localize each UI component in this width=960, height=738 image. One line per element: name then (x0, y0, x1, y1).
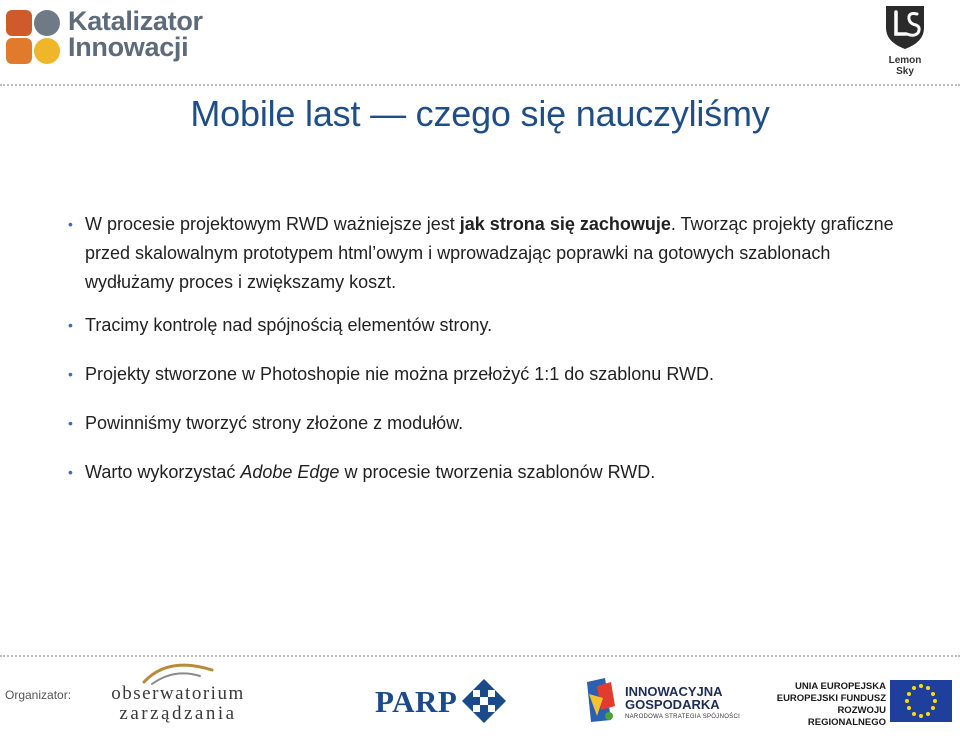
innowacyjna-line1: INNOWACYJNA (625, 684, 723, 699)
list-item: • Tracimy kontrolę nad spójnością elementów strony. (66, 311, 896, 340)
eu-line2: EUROPEJSKI FUNDUSZ (776, 693, 886, 704)
list-item: • Powinniśmy tworzyć strony złożone z modułów. (66, 409, 896, 438)
footer (0, 658, 960, 738)
katalizator-line1: Katalizator (68, 6, 203, 36)
footer-divider (0, 655, 960, 657)
parp-logo (375, 678, 515, 724)
lemon-sky-logo-icon (880, 2, 930, 50)
parp-text: PARP (375, 684, 458, 719)
list-item: • Warto wykorzystać Adobe Edge w procesie tworzenia szablonów RWD. (66, 458, 896, 487)
list-item: • W procesie projektowym RWD ważniejsze jest jak strona się zachowuje. Tworząc projekty graficzne przed skalowalnym prototypem html’owym i wprowadzając poprawki na gotowych szablonach wydłużamy proces i zwiększamy koszt. (66, 210, 896, 297)
organizer-label: Organizator: (5, 688, 72, 702)
eu-logo (768, 680, 958, 728)
bullet-list (66, 210, 896, 507)
header-divider (0, 84, 960, 86)
katalizator-logo (4, 6, 219, 70)
innowacyjna-flag-icon (583, 676, 621, 724)
lemon-sky-logo (870, 2, 940, 78)
innowacyjna-line3: NARODOWA STRATEGIA SPÓJNOŚCI (625, 714, 741, 720)
lemon-sky-caption-1: Lemon (888, 55, 922, 66)
innowacyjna-line2: GOSPODARKA (625, 697, 720, 712)
obserwatorium-line1: obserwatorium (111, 683, 245, 704)
lemon-sky-caption-2: Sky (896, 66, 914, 77)
eu-flag-icon (890, 680, 952, 722)
obserwatorium-logo (98, 658, 258, 728)
page-title: Mobile last — czego się nauczyliśmy (190, 93, 770, 134)
italic-phrase: Adobe Edge (240, 462, 340, 482)
obserwatorium-line2: zarządzania (119, 703, 237, 724)
innowacyjna-gospodarka-logo (583, 676, 743, 724)
eu-line3: ROZWOJU REGIONALNEGO (807, 705, 886, 728)
bold-phrase: jak strona się zachowuje (459, 214, 671, 234)
katalizator-logo-icon (4, 6, 64, 66)
swoosh-icon (138, 660, 218, 686)
eu-line1: UNIA EUROPEJSKA (795, 681, 886, 692)
parp-arrows-icon (461, 678, 507, 724)
list-item: • Projekty stworzone w Photoshopie nie można przełożyć 1:1 do szablonu RWD. (66, 360, 896, 389)
katalizator-line2: Innowacji (68, 32, 189, 62)
